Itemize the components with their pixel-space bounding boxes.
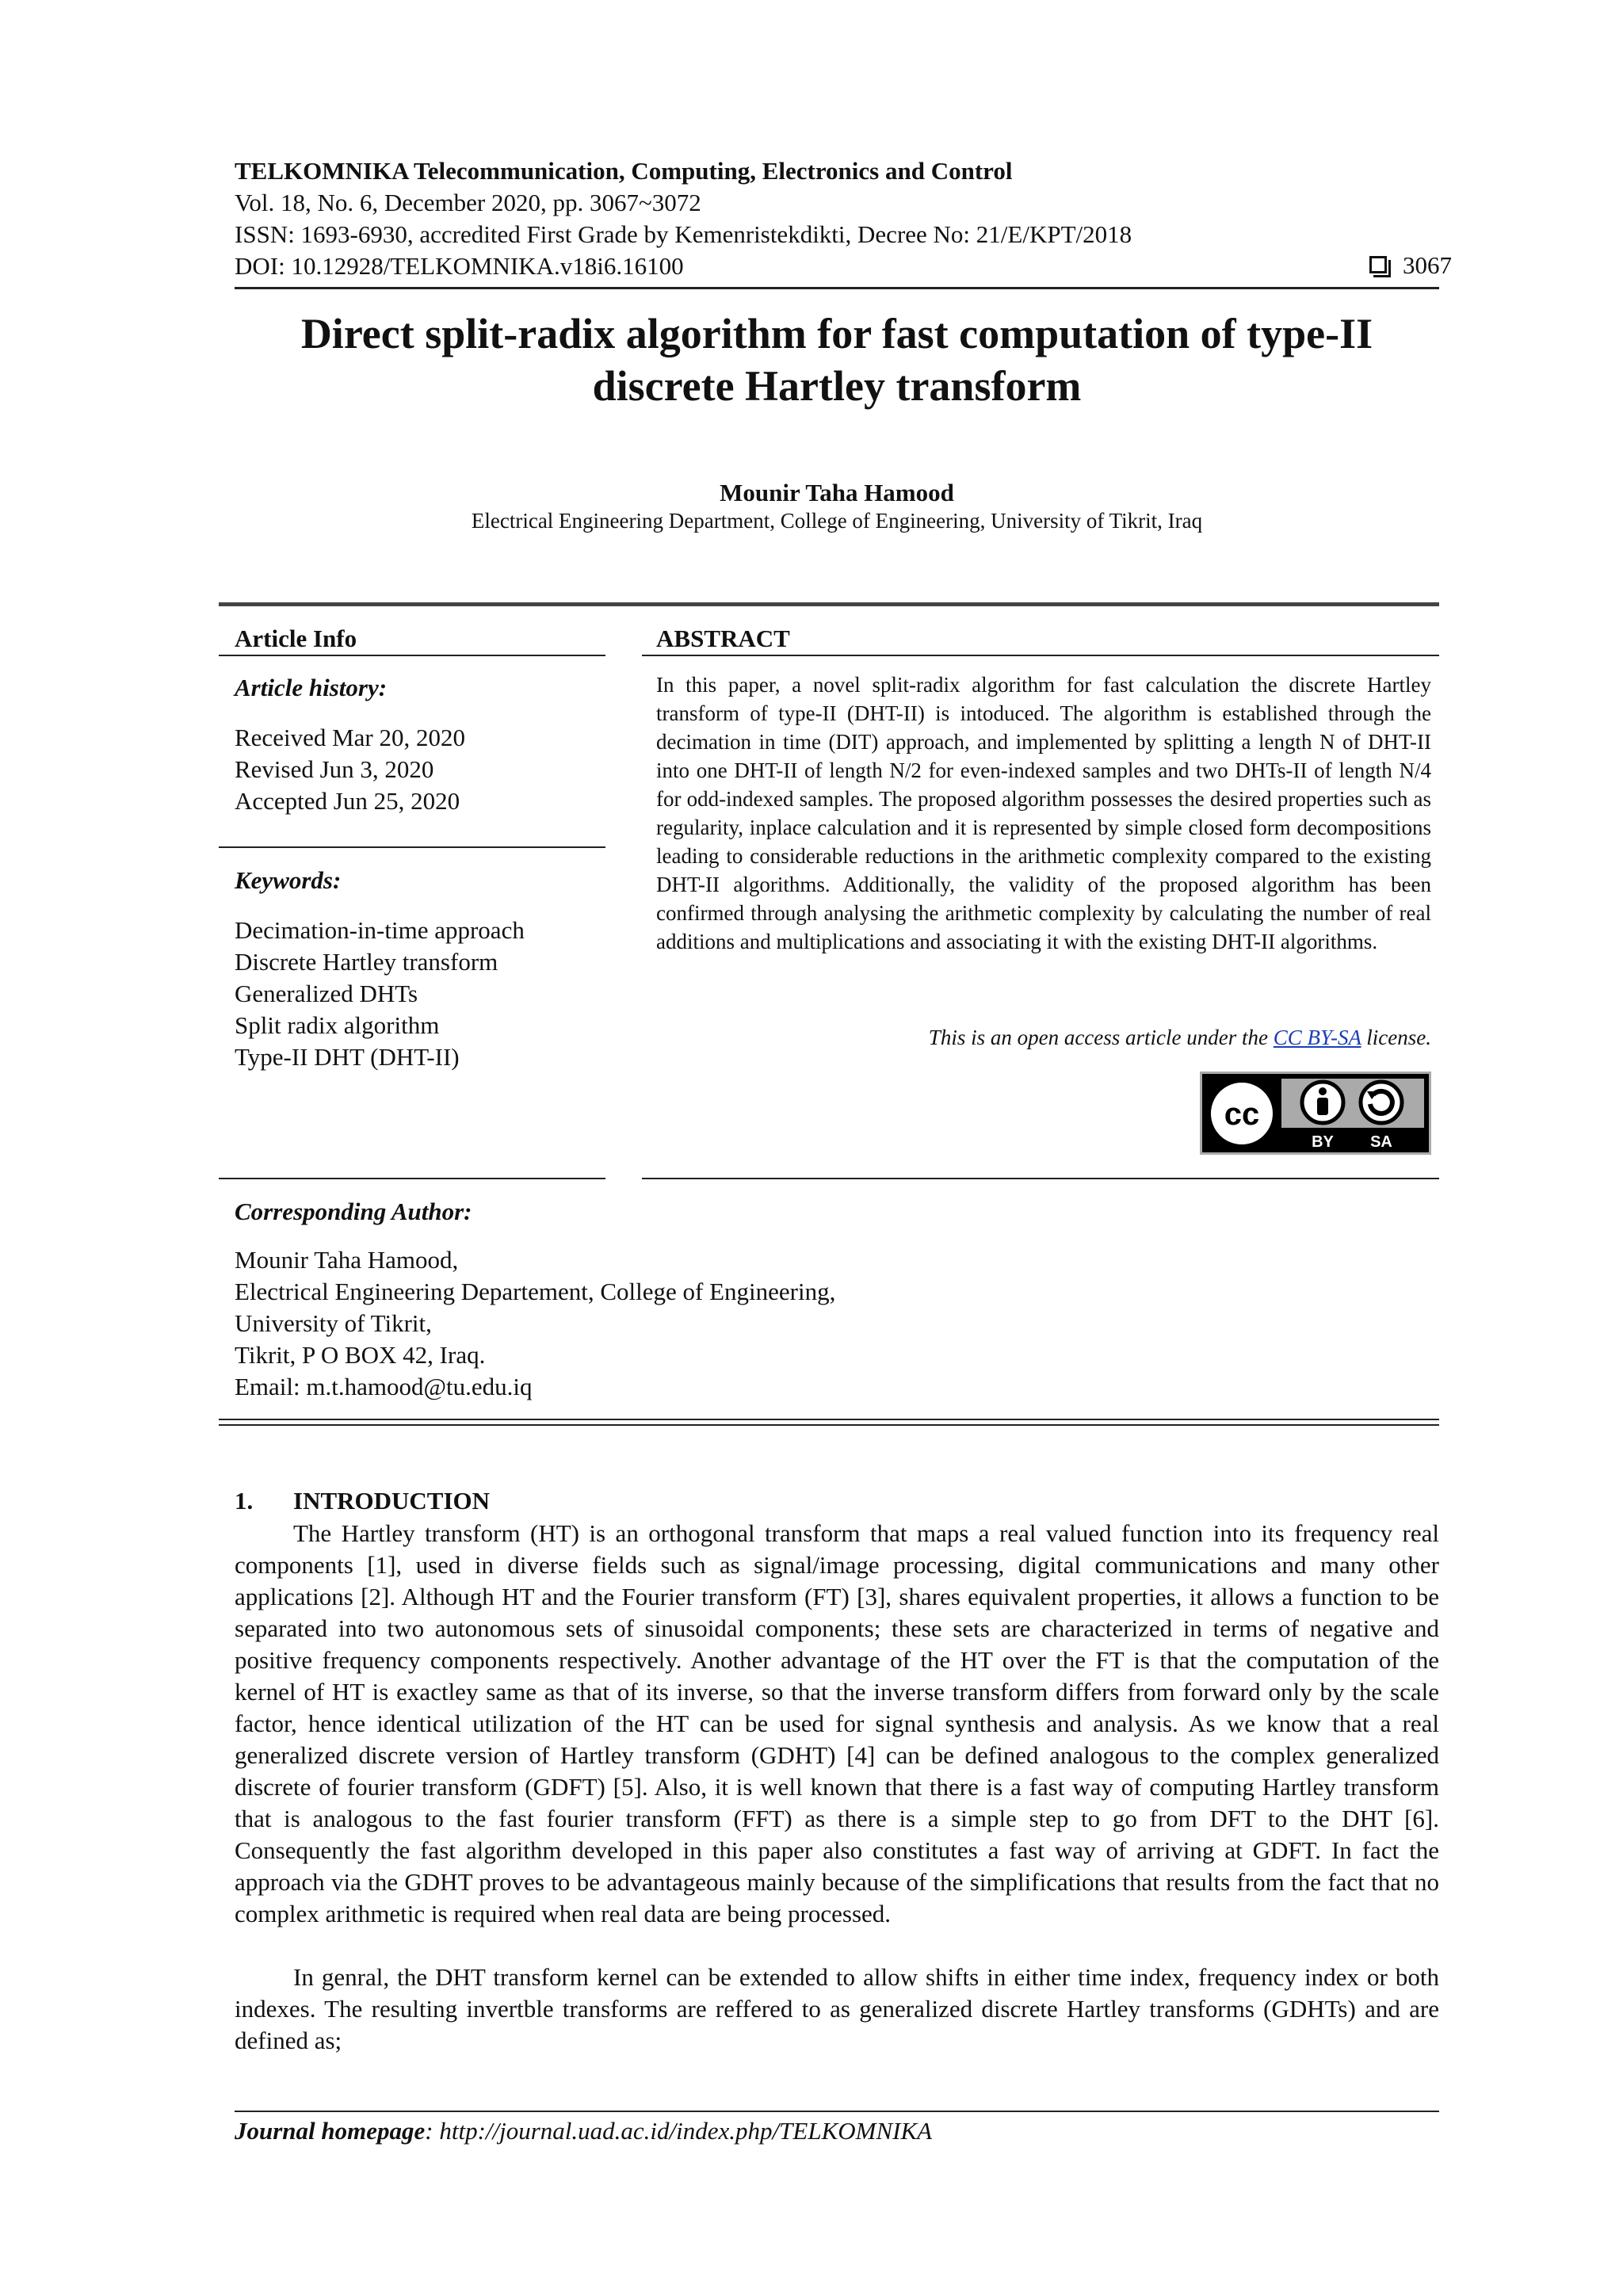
author-affiliation: Electrical Engineering Department, College of Engineering, University of Tikrit, Iraq xyxy=(471,509,1203,533)
license-suffix: license. xyxy=(1366,1026,1431,1049)
journal-doi: DOI: 10.12928/TELKOMNIKA.v18i6.16100 xyxy=(235,252,684,280)
keywords-heading: Keywords: xyxy=(235,866,342,894)
revised-date: Revised Jun 3, 2020 xyxy=(235,755,434,783)
info-box-bottom-rule-2 xyxy=(219,1424,1439,1426)
paper-title: Direct split-radix algorithm for fast computation of type-II discrete Hartley transform xyxy=(300,310,1373,410)
keyword-item: Discrete Hartley transform xyxy=(235,948,498,976)
header-rule xyxy=(235,287,1439,289)
cc-badge-graphic xyxy=(1202,1074,1429,1152)
footer-url[interactable]: : http://journal.uad.ac.id/index.php/TELKOMNIKA xyxy=(425,2117,933,2145)
author-name: Mounir Taha Hamood xyxy=(720,479,954,506)
abstract-rule xyxy=(642,655,1439,656)
info-box-top-rule xyxy=(219,602,1439,606)
info-box-bottom-rule-1 xyxy=(219,1419,1439,1420)
intro-paragraph-1: The Hartley transform (HT) is an orthogonal transform that maps a real valued function into its frequency real components [1], used in diverse fields such as signal/image processing, digital communications and many other applications [2]. Although HT and the Fourier transform (FT) [3], shares equivalent properties, it allows a function to be separated into two autonomous sets of sinusoidal components; these sets are characterized in terms of negative and positive frequency components respectively. Another advantage of the HT over the FT is that the computation of the kernel of HT is exactley same as that of its inverse, so that the inverse transform differs from forward only by the scale factor, hence identical utilization of the HT can be used for signal synthesis and analysis. As we know that a real generalized discrete version of Hartley transform (GDHT) [4] can be defined analogous to the complex generalized discrete of fourier transform (GDFT) [5]. Also, it is well known that there is a fast way of computing Hartley transform that is analogous to the fast fourier transform (FFT) as there is a simple step to go from DFT to the DHT [6]. Consequently the fast algorithm developed in this paper also constitutes a fast way of arriving at GDFT. In fact the approach via the GDHT proves to be advantageous mainly because of the simplifications that results from the fact that no complex arithmetic is required when real data are being processed. xyxy=(235,1519,1439,1927)
keywords-rule xyxy=(219,846,605,848)
received-date: Received Mar 20, 2020 xyxy=(235,724,465,751)
footer-homepage xyxy=(235,2117,932,2145)
intro-paragraph-2: In genral, the DHT transform kernel can be extended to allow shifts in either time index, frequency index or both indexes. The resulting invertble transforms are reffered to as generalized discrete Hartley transforms (GDHTs) and are defined as; xyxy=(235,1963,1439,2054)
license-notice xyxy=(656,1026,1431,1050)
corresponding-email: Email: m.t.hamood@tu.edu.iq xyxy=(235,1373,533,1400)
accepted-date: Accepted Jun 25, 2020 xyxy=(235,787,460,815)
journal-issn: ISSN: 1693-6930, accredited First Grade by Kemenristekdikti, Decree No: 21/E/KPT/2018 xyxy=(235,220,1132,248)
journal-name: TELKOMNIKA Telecommunication, Computing, Electronics and Control xyxy=(235,157,1013,185)
corresponding-line: Mounir Taha Hamood, xyxy=(235,1246,459,1274)
keyword-item: Split radix algorithm xyxy=(235,1011,440,1039)
abstract-bottom-rule xyxy=(642,1178,1439,1179)
license-prefix: This is an open access article under the xyxy=(928,1026,1268,1049)
cc-by-sa-badge[interactable] xyxy=(1200,1072,1431,1155)
abstract-heading: ABSTRACT xyxy=(656,625,790,652)
footer-rule xyxy=(235,2111,1439,2112)
square-bullet-icon xyxy=(1369,256,1387,273)
abstract-text: In this paper, a novel split-radix algorithm for fast calculation the discrete Hartley transform of type-II (DHT-II) is intoduced. The algorithm is established through the decimation in time (DIT) approach, and implemented by splitting a length N of DHT-II into one DHT-II of length N/2 for even-indexed samples and two DHTs-II of length N/4 for odd-indexed samples. The proposed algorithm possesses the desired properties such as regularity, inplace calculation and it is represented by simple closed form decompositions leading to considerable reductions in the arithmetic complexity compared to the existing DHT-II algorithms. Additionally, the validity of the proposed algorithm has been confirmed through analysing the arithmetic complexity by calculating the number of real additions and multiplications and associating it with the existing DHT-II algorithms. xyxy=(656,673,1431,953)
journal-volume: Vol. 18, No. 6, December 2020, pp. 3067~3072 xyxy=(235,189,701,216)
corresponding-line: University of Tikrit, xyxy=(235,1309,432,1337)
footer-label: Journal homepage xyxy=(235,2117,426,2145)
info-column-bottom-rule xyxy=(219,1178,605,1179)
corresponding-heading: Corresponding Author: xyxy=(235,1198,472,1225)
article-history-heading: Article history: xyxy=(235,674,388,701)
section-heading: INTRODUCTION xyxy=(293,1487,491,1515)
corresponding-line: Electrical Engineering Departement, College of Engineering, xyxy=(235,1278,836,1305)
corresponding-line: Tikrit, P O BOX 42, Iraq. xyxy=(235,1341,486,1369)
page-number: 3067 xyxy=(1403,251,1452,279)
section-number: 1. xyxy=(235,1487,254,1515)
cc-sa-label: SA xyxy=(1370,1133,1392,1151)
cc-logo-text: cc xyxy=(1224,1097,1260,1132)
article-info-rule xyxy=(219,655,605,656)
article-info-heading: Article Info xyxy=(235,625,357,652)
keyword-item: Generalized DHTs xyxy=(235,980,418,1007)
keyword-item: Decimation-in-time approach xyxy=(235,916,525,944)
cc-by-label: BY xyxy=(1312,1133,1334,1151)
keyword-item: Type-II DHT (DHT-II) xyxy=(235,1043,460,1071)
cc-by-sa-link[interactable]: CC BY-SA xyxy=(1273,1026,1361,1049)
